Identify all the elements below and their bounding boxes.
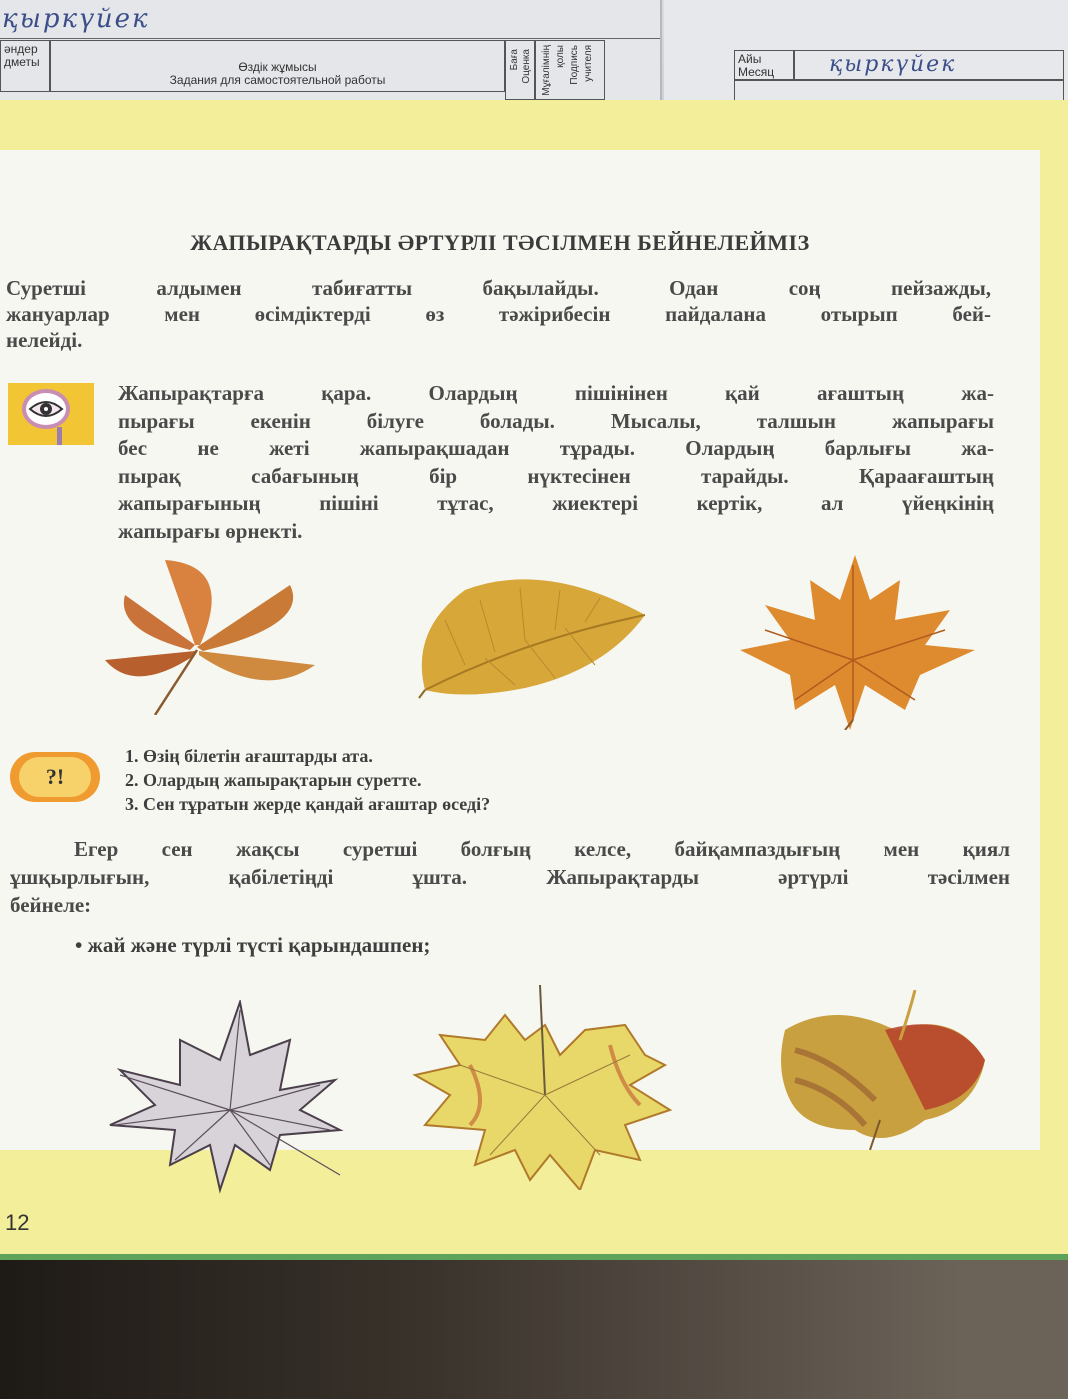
chestnut-leaf-photo <box>95 555 320 715</box>
diary-handwriting-left: қыркүйек <box>2 4 150 34</box>
diary-grade-col: Баға Оценка <box>505 40 535 100</box>
bullet-item: • жай және түрлі түсті қарындашпен; <box>75 933 431 957</box>
pencil-maple-leaf-drawing <box>100 1000 350 1195</box>
diary-handwriting-right: қыркүйек <box>829 52 957 77</box>
task-paragraph: Егер сен жақсы суретші болғың келсе, байқампаздығың мен қиял ұшқырлығын, қабілетіңді ұшта. Жапырақтарды әртүрлі тәсілмен бейнеле: <box>10 837 1010 917</box>
question-item: 3. Сен тұратын жерде қандай ағаштар өседі? <box>125 794 491 814</box>
page-title: ЖАПЫРАҚТАРДЫ ӘРТҮРЛІ ТӘСІЛМЕН БЕЙНЕЛЕЙМІЗ <box>190 230 810 255</box>
textbook <box>0 100 1068 1260</box>
questions-list <box>125 744 490 816</box>
elm-leaf-photo <box>405 570 650 700</box>
diary-task-col: Өздік жұмысы Задания для самостоятельной работы <box>50 40 505 92</box>
question-item: 1. Өзің білетін ағаштарды ата. <box>125 746 373 766</box>
paint-leaf-drawing <box>775 990 990 1150</box>
textbook-page <box>0 150 1040 1235</box>
question-item: 2. Олардың жапырақтарын суретте. <box>125 770 422 790</box>
observe-eye-icon <box>8 383 94 445</box>
observe-paragraph: Жапырақтарға қара. Олардың пішінінен қай ағаштың жа- пырағы екенін білуге болады. Мысалы, талшын жапырағы бес не жеті жапырақшадан тұрады. Олардың барлығы жа- пырақ сабағының бір нүктесінен тарайды. Қараағаштың жапырағының пішіні тұтас, жиектері кертік, ал үйеңкінің жапырағы өрнекті. <box>118 381 994 543</box>
diary-month-label: Айы Месяц <box>734 50 794 80</box>
maple-leaf-photo <box>735 550 980 730</box>
diary-sign-col: Мұғалімнің қолы Подпись учителя <box>535 40 605 100</box>
table-surface <box>0 1260 1068 1399</box>
intro-paragraph: Суретші алдымен табиғатты бақылайды. Одан соң пейзажды, жануарлар мен өсімдіктерді өз тәжірибесін пайдалана отырып бей- нелейді. <box>6 276 991 352</box>
question-badge-icon: ?! <box>10 752 100 802</box>
diary-subject-col: әндер дметы <box>0 40 50 92</box>
color-pencil-leaf-drawing <box>410 985 675 1190</box>
page-number: 12 <box>5 1210 30 1235</box>
